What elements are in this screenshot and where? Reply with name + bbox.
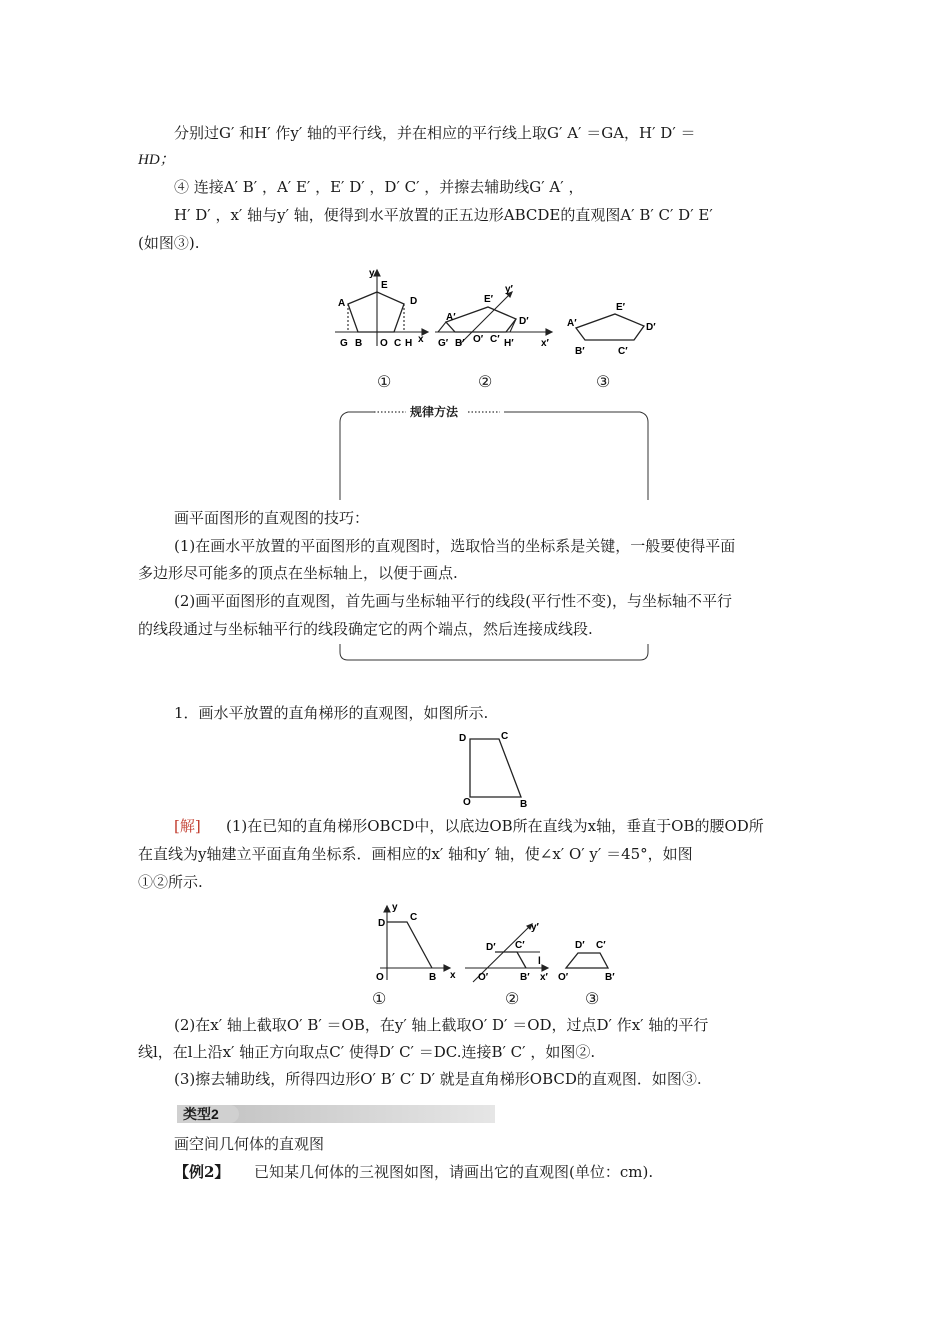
svg-text:E: E (381, 280, 388, 291)
svg-text:O′: O′ (473, 334, 484, 345)
svg-text:O: O (463, 797, 471, 808)
step4-line2: H′ D′ ，x′ 轴与y′ 轴，便得到水平放置的正五边形ABCDE的直观图A′ B′ C′ D′ E′ (174, 206, 713, 224)
svg-text:C′: C′ (618, 346, 628, 354)
method-box-bottom (334, 642, 654, 666)
svg-text:y: y (369, 268, 375, 279)
example2-text: 已知某几何体的三视图如图，请画出它的直观图(单位：cm). (254, 1163, 654, 1181)
fig1-caption-3: ③ (596, 372, 611, 391)
type-banner (177, 1105, 495, 1123)
svg-text:x: x (450, 970, 456, 981)
example2-tag: 【例2】 (174, 1163, 230, 1181)
tip1-line2: 多边形尽可能多的顶点在坐标轴上，以便于画点. (138, 564, 458, 582)
tip2-line2: 的线段通过与坐标轴平行的线段确定它的两个端点，然后连接成线段. (138, 620, 593, 638)
svg-text:G: G (340, 338, 348, 349)
question-1: 1．画水平放置的直角梯形的直观图，如图所示. (174, 704, 489, 722)
svg-text:D′: D′ (646, 322, 656, 333)
fig3-caption-1: ① (372, 989, 387, 1008)
svg-text:D′: D′ (575, 940, 585, 951)
svg-text:C′: C′ (490, 334, 500, 345)
svg-text:C′: C′ (596, 940, 606, 951)
svg-text:O: O (376, 972, 384, 983)
svg-text:l: l (538, 956, 541, 967)
type-label: 类型2 (177, 1105, 239, 1123)
svg-text:D: D (459, 733, 467, 744)
sol1-line2: 在直线为y轴建立平面直角坐标系．画相应的x′ 轴和y′ 轴，使∠x′ O′ y′ ＝45°，如图 (138, 845, 693, 863)
method-box-frame (334, 402, 654, 502)
tip2-line1: (2)画平面图形的直观图，首先画与坐标轴平行的线段(平行性不变)，与坐标轴不平行 (174, 592, 732, 610)
svg-text:B: B (520, 799, 528, 810)
sol2-line1: (2)在x′ 轴上截取O′ B′ ＝OB，在y′ 轴上截取O′ D′ ＝OD，过点D′ 作x′ 轴的平行 (174, 1016, 709, 1034)
svg-text:D: D (410, 296, 418, 307)
svg-text:D′: D′ (519, 316, 529, 327)
svg-text:O: O (380, 338, 388, 349)
svg-text:D: D (378, 918, 386, 929)
pentagon-figures (330, 262, 680, 354)
svg-text:E′: E′ (616, 302, 626, 313)
svg-text:C: C (410, 912, 418, 923)
svg-text:B: B (429, 972, 437, 983)
para1-line2: HD； (138, 152, 175, 168)
svg-text:B: B (355, 338, 363, 349)
svg-text:y: y (392, 902, 398, 913)
svg-text:C′: C′ (515, 940, 525, 951)
step4-line3: (如图③). (138, 234, 200, 252)
svg-text:B′: B′ (520, 972, 530, 983)
tip1-line1: (1)在画水平放置的平面图形的直观图时，选取恰当的坐标系是关键，一般要使得平面 (174, 537, 736, 555)
method-box-title: 规律方法 (410, 405, 459, 419)
svg-text:x: x (418, 334, 424, 345)
svg-text:B′: B′ (605, 972, 615, 983)
fig3-caption-2: ② (505, 989, 520, 1008)
type-title: 画空间几何体的直观图 (174, 1135, 325, 1153)
svg-text:y′: y′ (531, 922, 539, 933)
svg-text:A′: A′ (446, 312, 456, 323)
svg-text:O′: O′ (478, 972, 489, 983)
tips-heading: 画平面图形的直观图的技巧： (174, 509, 370, 527)
trapezoid-figures (370, 900, 630, 990)
svg-text:A′: A′ (567, 318, 577, 329)
svg-text:A: A (338, 298, 346, 309)
svg-text:D′: D′ (486, 942, 496, 953)
para1-line1: 分别过G′ 和H′ 作y′ 轴的平行线，并在相应的平行线上取G′ A′ ＝GA，H′ D′ ＝ (174, 124, 696, 142)
sol2-line2: 线l，在l上沿x′ 轴正方向取点C′ 使得D′ C′ ＝DC.连接B′ C′ ，如图②. (138, 1043, 596, 1061)
svg-text:y′: y′ (505, 284, 513, 295)
fig3-caption-3: ③ (585, 989, 600, 1008)
svg-text:x′: x′ (541, 338, 549, 349)
sol3-line: (3)擦去辅助线，所得四边形O′ B′ C′ D′ 就是直角梯形OBCD的直观图．如图③. (174, 1070, 702, 1088)
sol1-line1: (1)在已知的直角梯形OBCD中，以底边OB所在直线为x轴，垂直于OB的腰OD所 (226, 817, 764, 835)
svg-text:H: H (405, 338, 413, 349)
sol1-line3: ①②所示. (138, 873, 203, 891)
trapezoid-original (455, 727, 539, 811)
solution-tag: [解] (174, 817, 201, 835)
svg-text:C: C (394, 338, 402, 349)
svg-text:B′: B′ (455, 338, 465, 349)
svg-text:O′: O′ (558, 972, 569, 983)
svg-text:C: C (501, 731, 509, 742)
svg-text:x′: x′ (540, 972, 548, 983)
svg-text:G′: G′ (438, 338, 449, 349)
step4-line1: ④ 连接A′ B′ ，A′ E′ ，E′ D′ ，D′ C′ ，并擦去辅助线G′ A′ ， (174, 178, 584, 196)
fig1-caption-2: ② (478, 372, 493, 391)
svg-text:E′: E′ (484, 294, 494, 305)
svg-text:H′: H′ (504, 338, 514, 349)
svg-text:B′: B′ (575, 346, 585, 354)
fig1-caption-1: ① (377, 372, 392, 391)
pentagon-intuitive (576, 314, 644, 340)
